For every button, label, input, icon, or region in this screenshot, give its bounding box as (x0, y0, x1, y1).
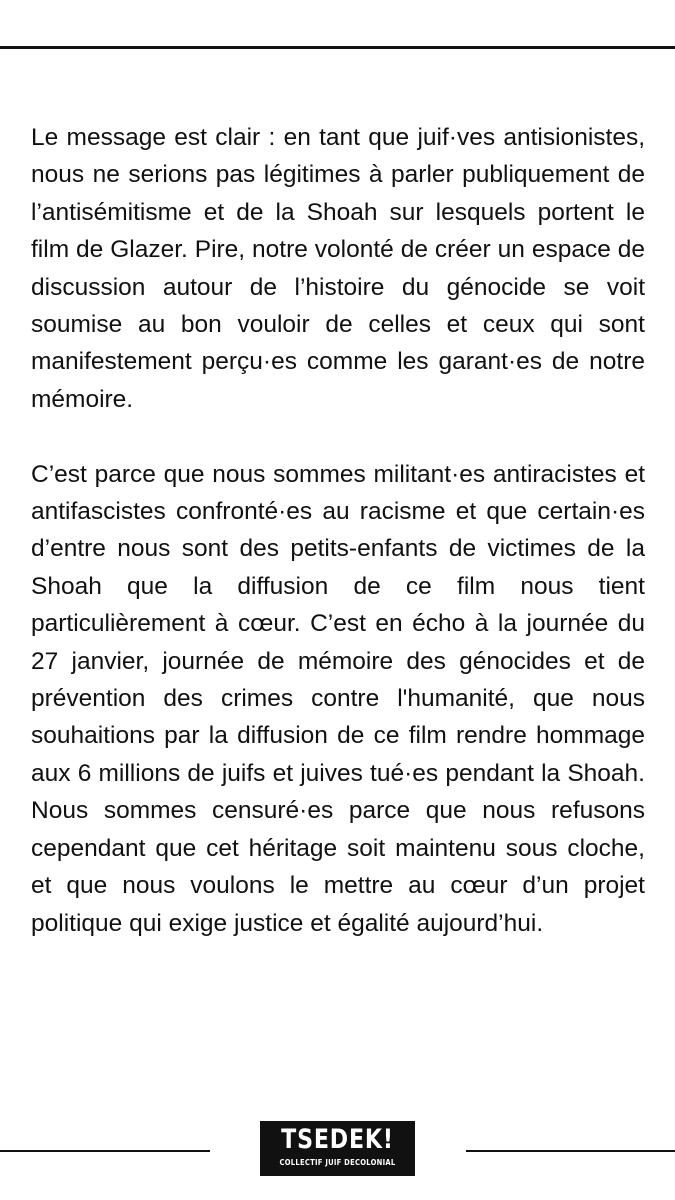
paragraph-2: C’est parce que nous sommes militant·es antiracistes et antifascistes confronté·es au racisme et que certain·es d’entre nous sont des petits-enfants de victimes de la Shoah que la diffusion de ce film nous tient particulièrement à cœur. C’est en écho à la journée du 27 janvier, journée de mémoire des génocides et de prévention des crimes contre l'humanité, que nous souhaitions par la diffusion de ce film rendre hommage aux 6 millions de juifs et juives tué·es pendant la Shoah. Nous sommes censuré·es parce que nous refusons cependant que cet héritage soit maintenu sous cloche, et que nous voulons le mettre au cœur d’un projet politique qui exige justice et égalité aujourd’hui. (31, 460, 645, 937)
footer-divider-left (0, 1150, 210, 1152)
logo-subtitle: COLLECTIF JUIF DECOLONIAL (279, 1158, 396, 1167)
paragraph-1: Le message est clair : en tant que juif·ves antisionistes, nous ne serions pas légitimes à parler publiquement de l’antisémitisme et de la Shoah sur lesquels portent le film de Glazer. Pire, notre volonté de créer un espace de discussion autour de l’histoire du génocide se voit soumise au bon vouloir de celles et ceux qui sont manifestement perçu·es comme les garant·es de notre mémoire. (31, 124, 645, 413)
document-body (31, 119, 645, 942)
top-divider (0, 46, 675, 49)
logo-title: TSEDEK! (281, 1124, 394, 1155)
tsedek-logo (260, 1121, 415, 1176)
footer-divider-right (466, 1150, 675, 1152)
